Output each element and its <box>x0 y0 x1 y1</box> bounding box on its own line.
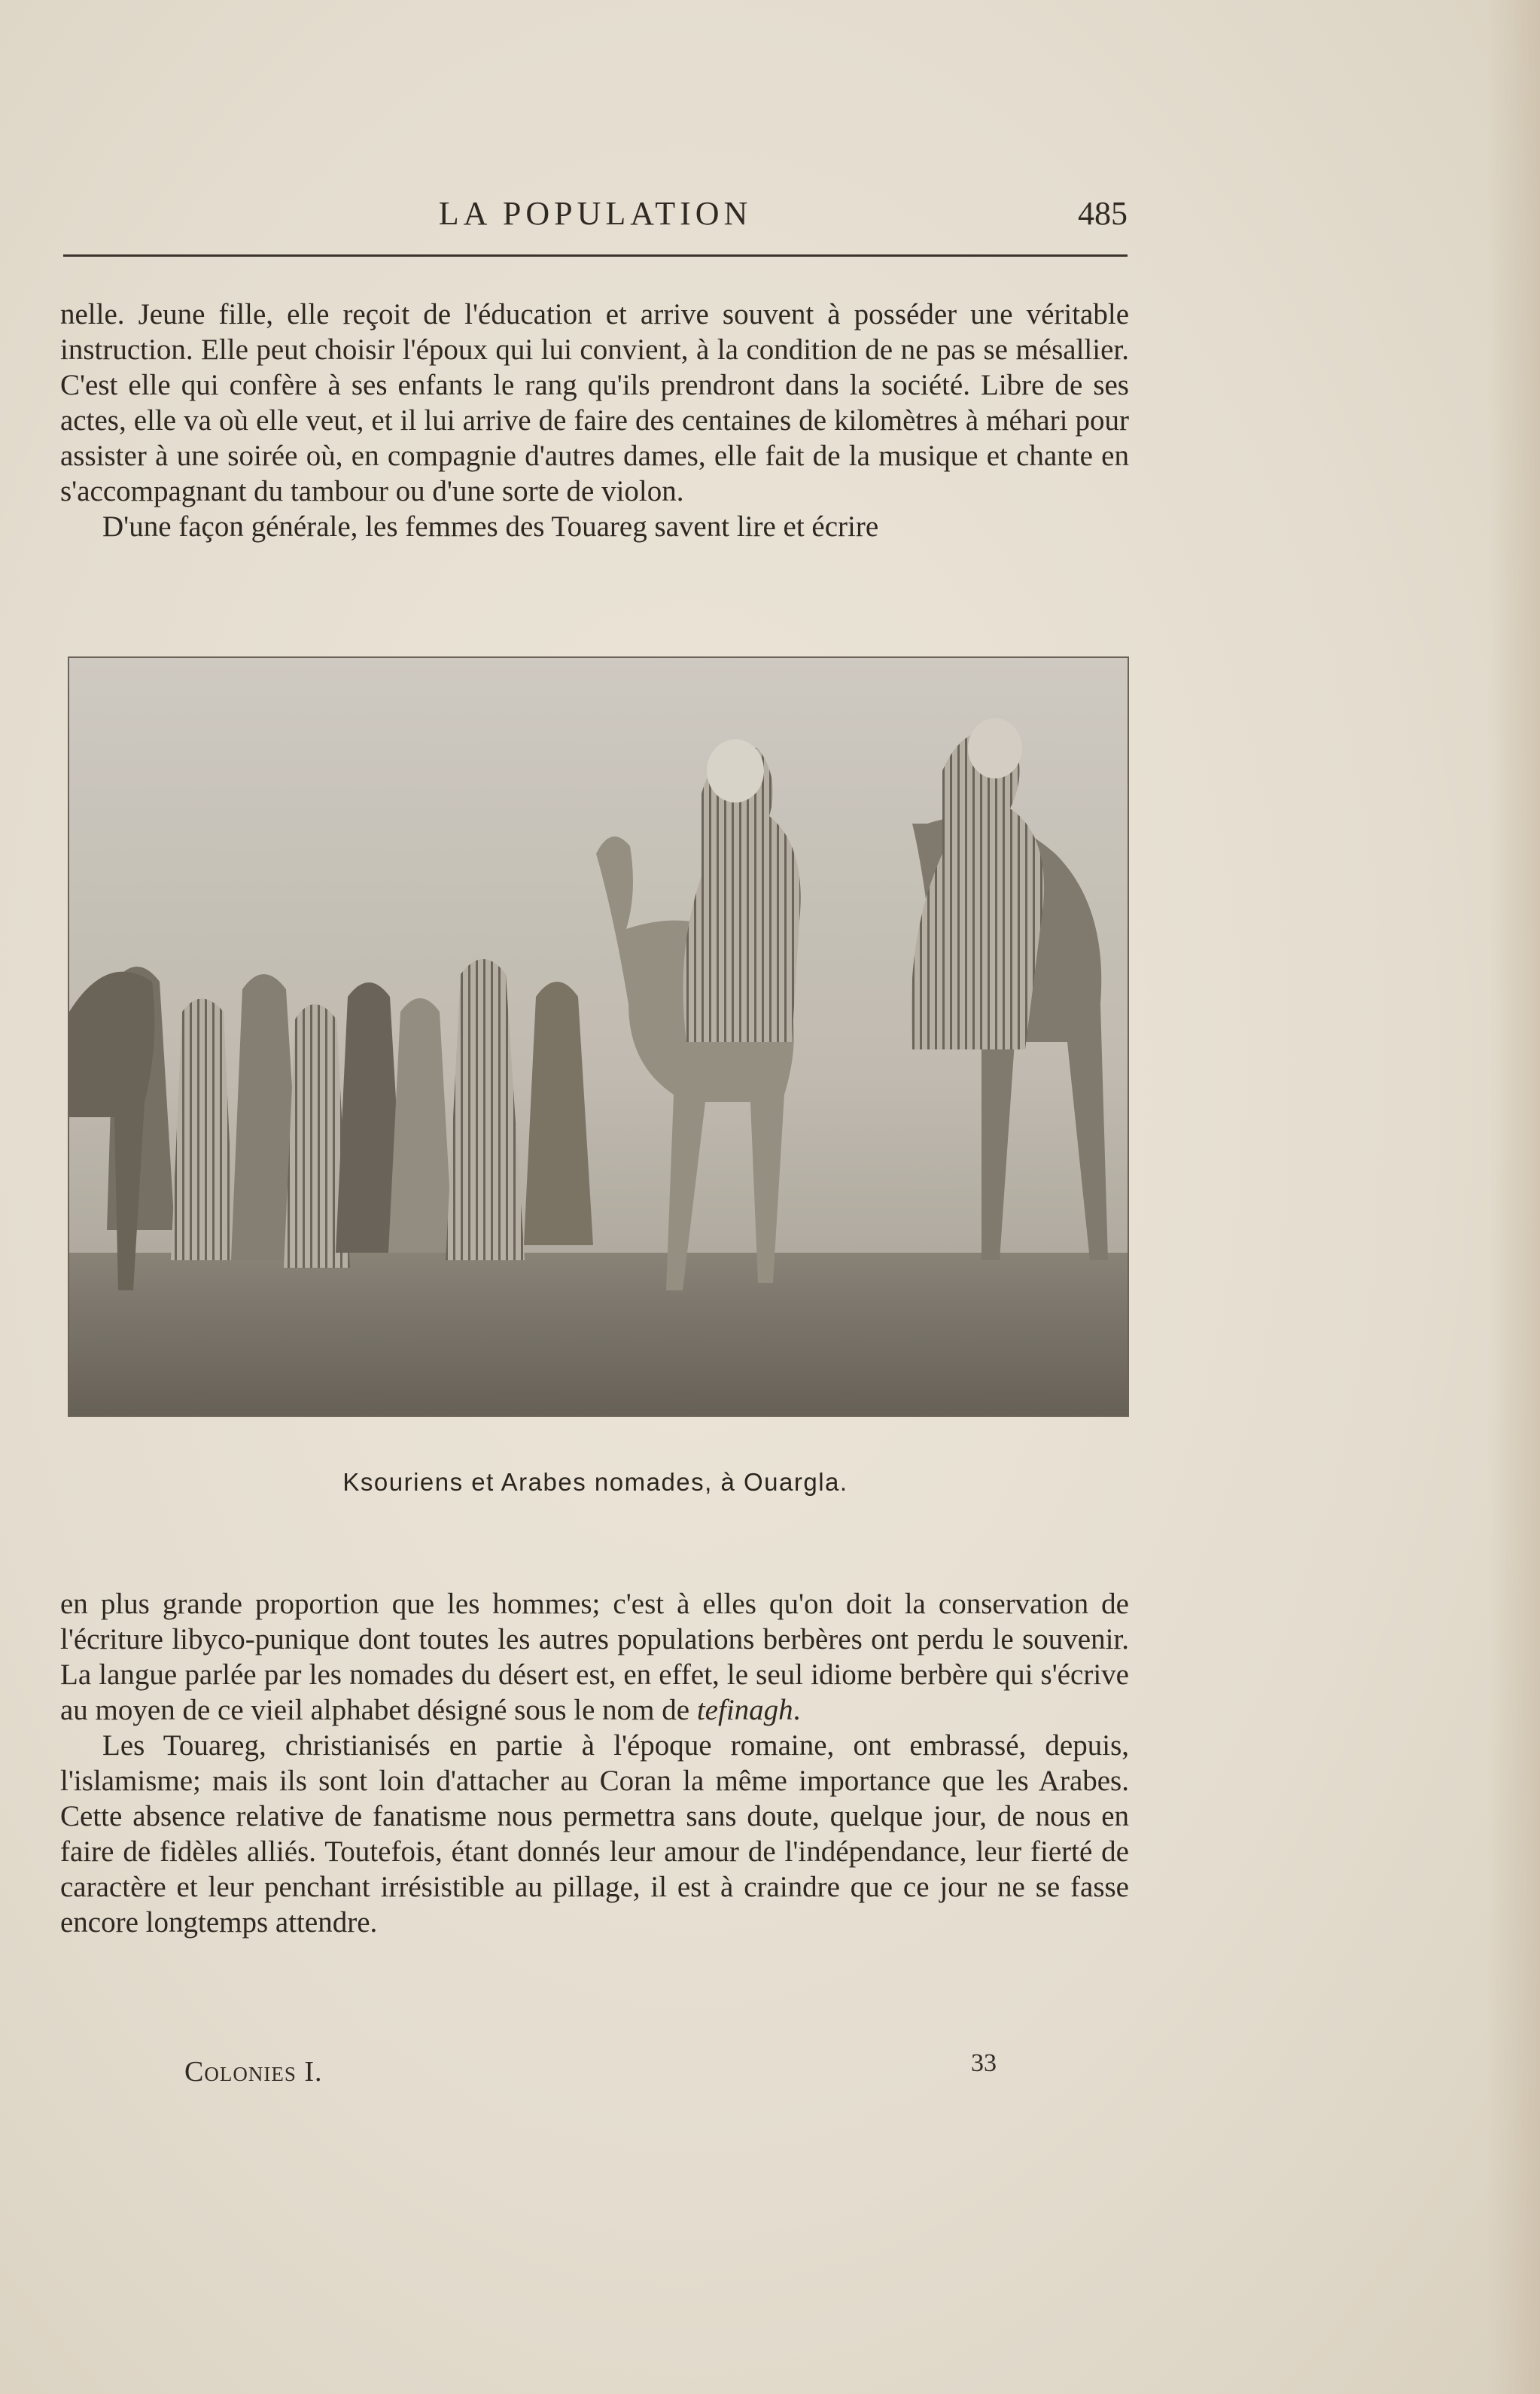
term-tefinagh: tefinagh <box>696 1694 793 1726</box>
running-head-title: LA POPULATION <box>438 195 753 232</box>
page-edge-shadow <box>1487 0 1540 2394</box>
header-rule <box>63 254 1128 257</box>
sheet-number: 33 <box>971 2049 997 2077</box>
page-number: 485 <box>1078 195 1128 232</box>
paragraph: Les Touareg, christianisés en partie à l'époque romaine, ont embrassé, depuis, l'islamisme; mais ils sont loin d'attacher au Coran la même importance que les Arabes. Cette absence relative de fanatisme nous permettra sans doute, quelque jour, de nous en faire de fidèles alliés. Toutefois, étant donnés leur amour de l'indépendance, leur fierté de caractère et leur penchant irrésistible au pillage, il est à craindre que ce jour ne se fasse encore longtemps attendre. <box>60 1729 1129 1939</box>
paragraph: D'une façon générale, les femmes des Touareg savent lire et écrire <box>102 510 879 543</box>
text-block-bottom <box>60 1586 1129 1940</box>
running-head <box>63 188 1128 241</box>
signature-mark: Colonies I. <box>184 2056 323 2088</box>
paragraph-end: . <box>793 1694 801 1726</box>
paragraph: nelle. Jeune fille, elle reçoit de l'éducation et arrive souvent à posséder une véritable instruction. Elle peut choisir l'époux qui lui convient, à la condition de ne pas se mésallier. C'est elle qui confère à ses enfants le rang qu'ils prendront dans la société. Libre de ses actes, elle va où elle veut, et il lui arrive de faire des centaines de kilomètres à méhari pour assister à une soirée où, en compagnie d'autres dames, elle fait de la musique et chante en s'accompagnant du tambour ou d'une sorte de violon. <box>60 298 1129 507</box>
text-block-top <box>60 297 1129 544</box>
paragraph <box>60 1586 1129 1728</box>
photograph <box>68 656 1129 1417</box>
paragraph-text: en plus grande proportion que les hommes; c'est à elles qu'on doit la conservation de l'écriture libyco-punique dont toutes les autres populations berbères ont perdu le souvenir. La langue parlée par les nomades du désert est, en effet, le seul idiome berbère qui s'écrive au moyen de ce vieil alphabet désigné sous le nom de <box>60 1588 1129 1726</box>
figure-caption: Ksouriens et Arabes nomades, à Ouargla. <box>342 1468 848 1496</box>
